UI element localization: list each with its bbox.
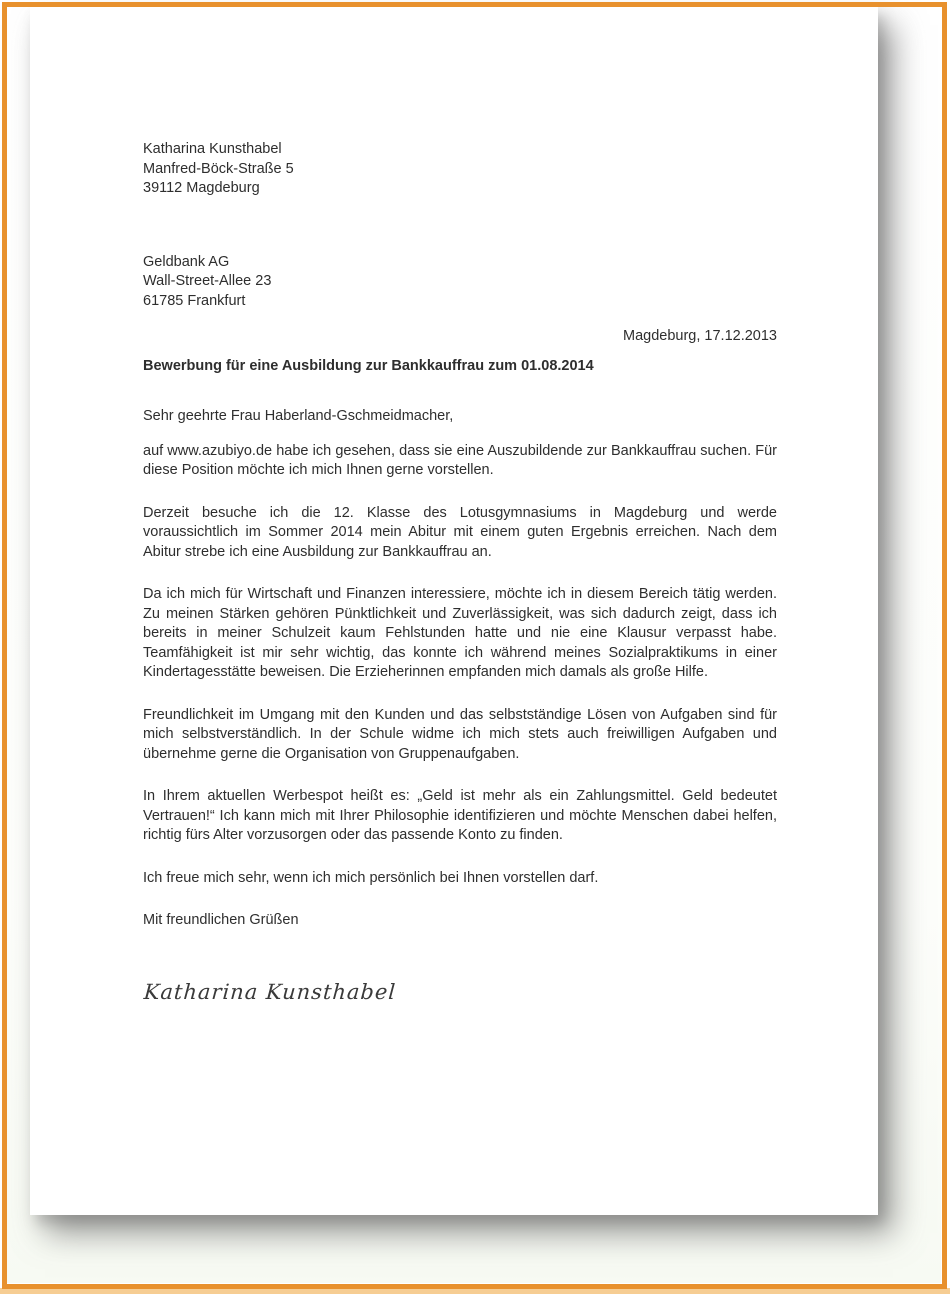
- recipient-city: 61785 Frankfurt: [143, 292, 246, 309]
- paragraph-intro: auf www.azubiyo.de habe ich gesehen, dass sie eine Auszubildende zur Bankkauffrau suchen. Für diese Position möchte ich mich Ihnen gerne vorstellen.: [143, 442, 777, 478]
- letter-content: [143, 140, 777, 1004]
- paragraph-motivation: In Ihrem aktuellen Werbespot heißt es: „Geld ist mehr als ein Zahlungsmittel. Geld bedeutet Vertrauen!“ Ich kann mich mit Ihrer Philosophie identifizieren und möchte Menschen dabei helfen, richtig fürs Alter vorzusorgen oder das passende Konto zu finden.: [143, 788, 777, 843]
- subject-line: Bewerbung für eine Ausbildung zur Bankkauffrau zum 01.08.2014: [143, 357, 594, 374]
- closing-line: Mit freundlichen Grüßen: [143, 912, 299, 928]
- recipient-street: Wall-Street-Allee 23: [143, 273, 272, 289]
- paragraph-qualities: Freundlichkeit im Umgang mit den Kunden und das selbstständige Lösen von Aufgaben sind für mich selbstverständlich. In der Schule widme ich mich stets auch freiwilligen Aufgaben und übernehme gerne die Organisation von Gruppenaufgaben.: [143, 706, 777, 762]
- handwritten-signature: Katharina Kunsthabel: [143, 979, 397, 1004]
- letter-sheet: [30, 7, 878, 1215]
- sender-street: Manfred-Böck-Straße 5: [143, 160, 294, 177]
- sender-address-block: [143, 140, 777, 199]
- sender-city: 39112 Magdeburg: [143, 180, 260, 196]
- recipient-address-block: [143, 253, 777, 312]
- paragraph-school: Derzeit besuche ich die 12. Klasse des Lotusgymnasiums in Magdeburg und werde voraussichtlich im Sommer 2014 mein Abitur mit einem guten Ergebnis erreichen. Nach dem Abitur strebe ich eine Ausbildung zur Bankkauffrau an.: [143, 504, 777, 560]
- frame-bottom-peach-strip: [0, 1288, 950, 1294]
- sender-name: Katharina Kunsthabel: [143, 141, 282, 157]
- recipient-company: Geldbank AG: [143, 253, 230, 270]
- paragraph-strengths: Da ich mich für Wirtschaft und Finanzen interessiere, möchte ich in diesem Bereich tätig werden. Zu meinen Stärken gehören Pünktlichkeit und Zuverlässigkeit, was sich dadurch zeigt, dass ich bereits in meiner Schulzeit kaum Fehlstunden hatte und nie eine Klausur verpasst habe. Teamfähigkeit ist mir sehr wichtig, das konnte ich während meines Sozialpraktikums in einer Kindertagesstätte beweisen. Die Erzieherinnen empfanden mich damals als große Hilfe.: [143, 586, 777, 680]
- salutation: Sehr geehrte Frau Haberland-Gschmeidmacher,: [143, 408, 454, 424]
- date-line: Magdeburg, 17.12.2013: [623, 328, 777, 344]
- paragraph-outro: Ich freue mich sehr, wenn ich mich persönlich bei Ihnen vorstellen darf.: [143, 869, 599, 886]
